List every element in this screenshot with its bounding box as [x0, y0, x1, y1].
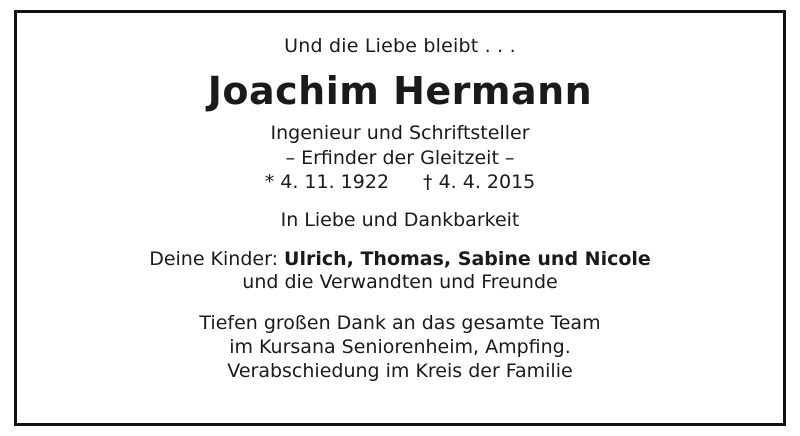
tribute-text: In Liebe und Dankbarkeit: [280, 209, 520, 232]
life-dates: [265, 171, 536, 193]
death-date: † 4. 4. 2015: [423, 171, 536, 194]
thanks-line-1: Tiefen großen Dank an das gesamte Team: [199, 311, 601, 334]
epithet-text: – Erfinder der Gleitzeit –: [285, 146, 515, 169]
children-names: Ulrich, Thomas, Sabine und Nicole: [284, 247, 651, 270]
profession-text: Ingenieur und Schriftsteller: [270, 122, 530, 145]
relatives-text: und die Verwandten und Freunde: [242, 271, 558, 294]
opening-quote: Und die Liebe bleibt . . .: [284, 35, 516, 57]
thanks-line-2: im Kursana Seniorenheim, Ampfing.: [229, 336, 571, 359]
notice-content: [17, 13, 783, 423]
children-line: [149, 248, 651, 270]
deceased-name: Joachim Hermann: [207, 69, 593, 114]
birth-date: * 4. 11. 1922: [264, 171, 390, 194]
children-prefix: Deine Kinder:: [149, 247, 285, 270]
farewell-text: Verabschiedung im Kreis der Familie: [227, 360, 573, 383]
notice-border-frame: [14, 10, 786, 426]
